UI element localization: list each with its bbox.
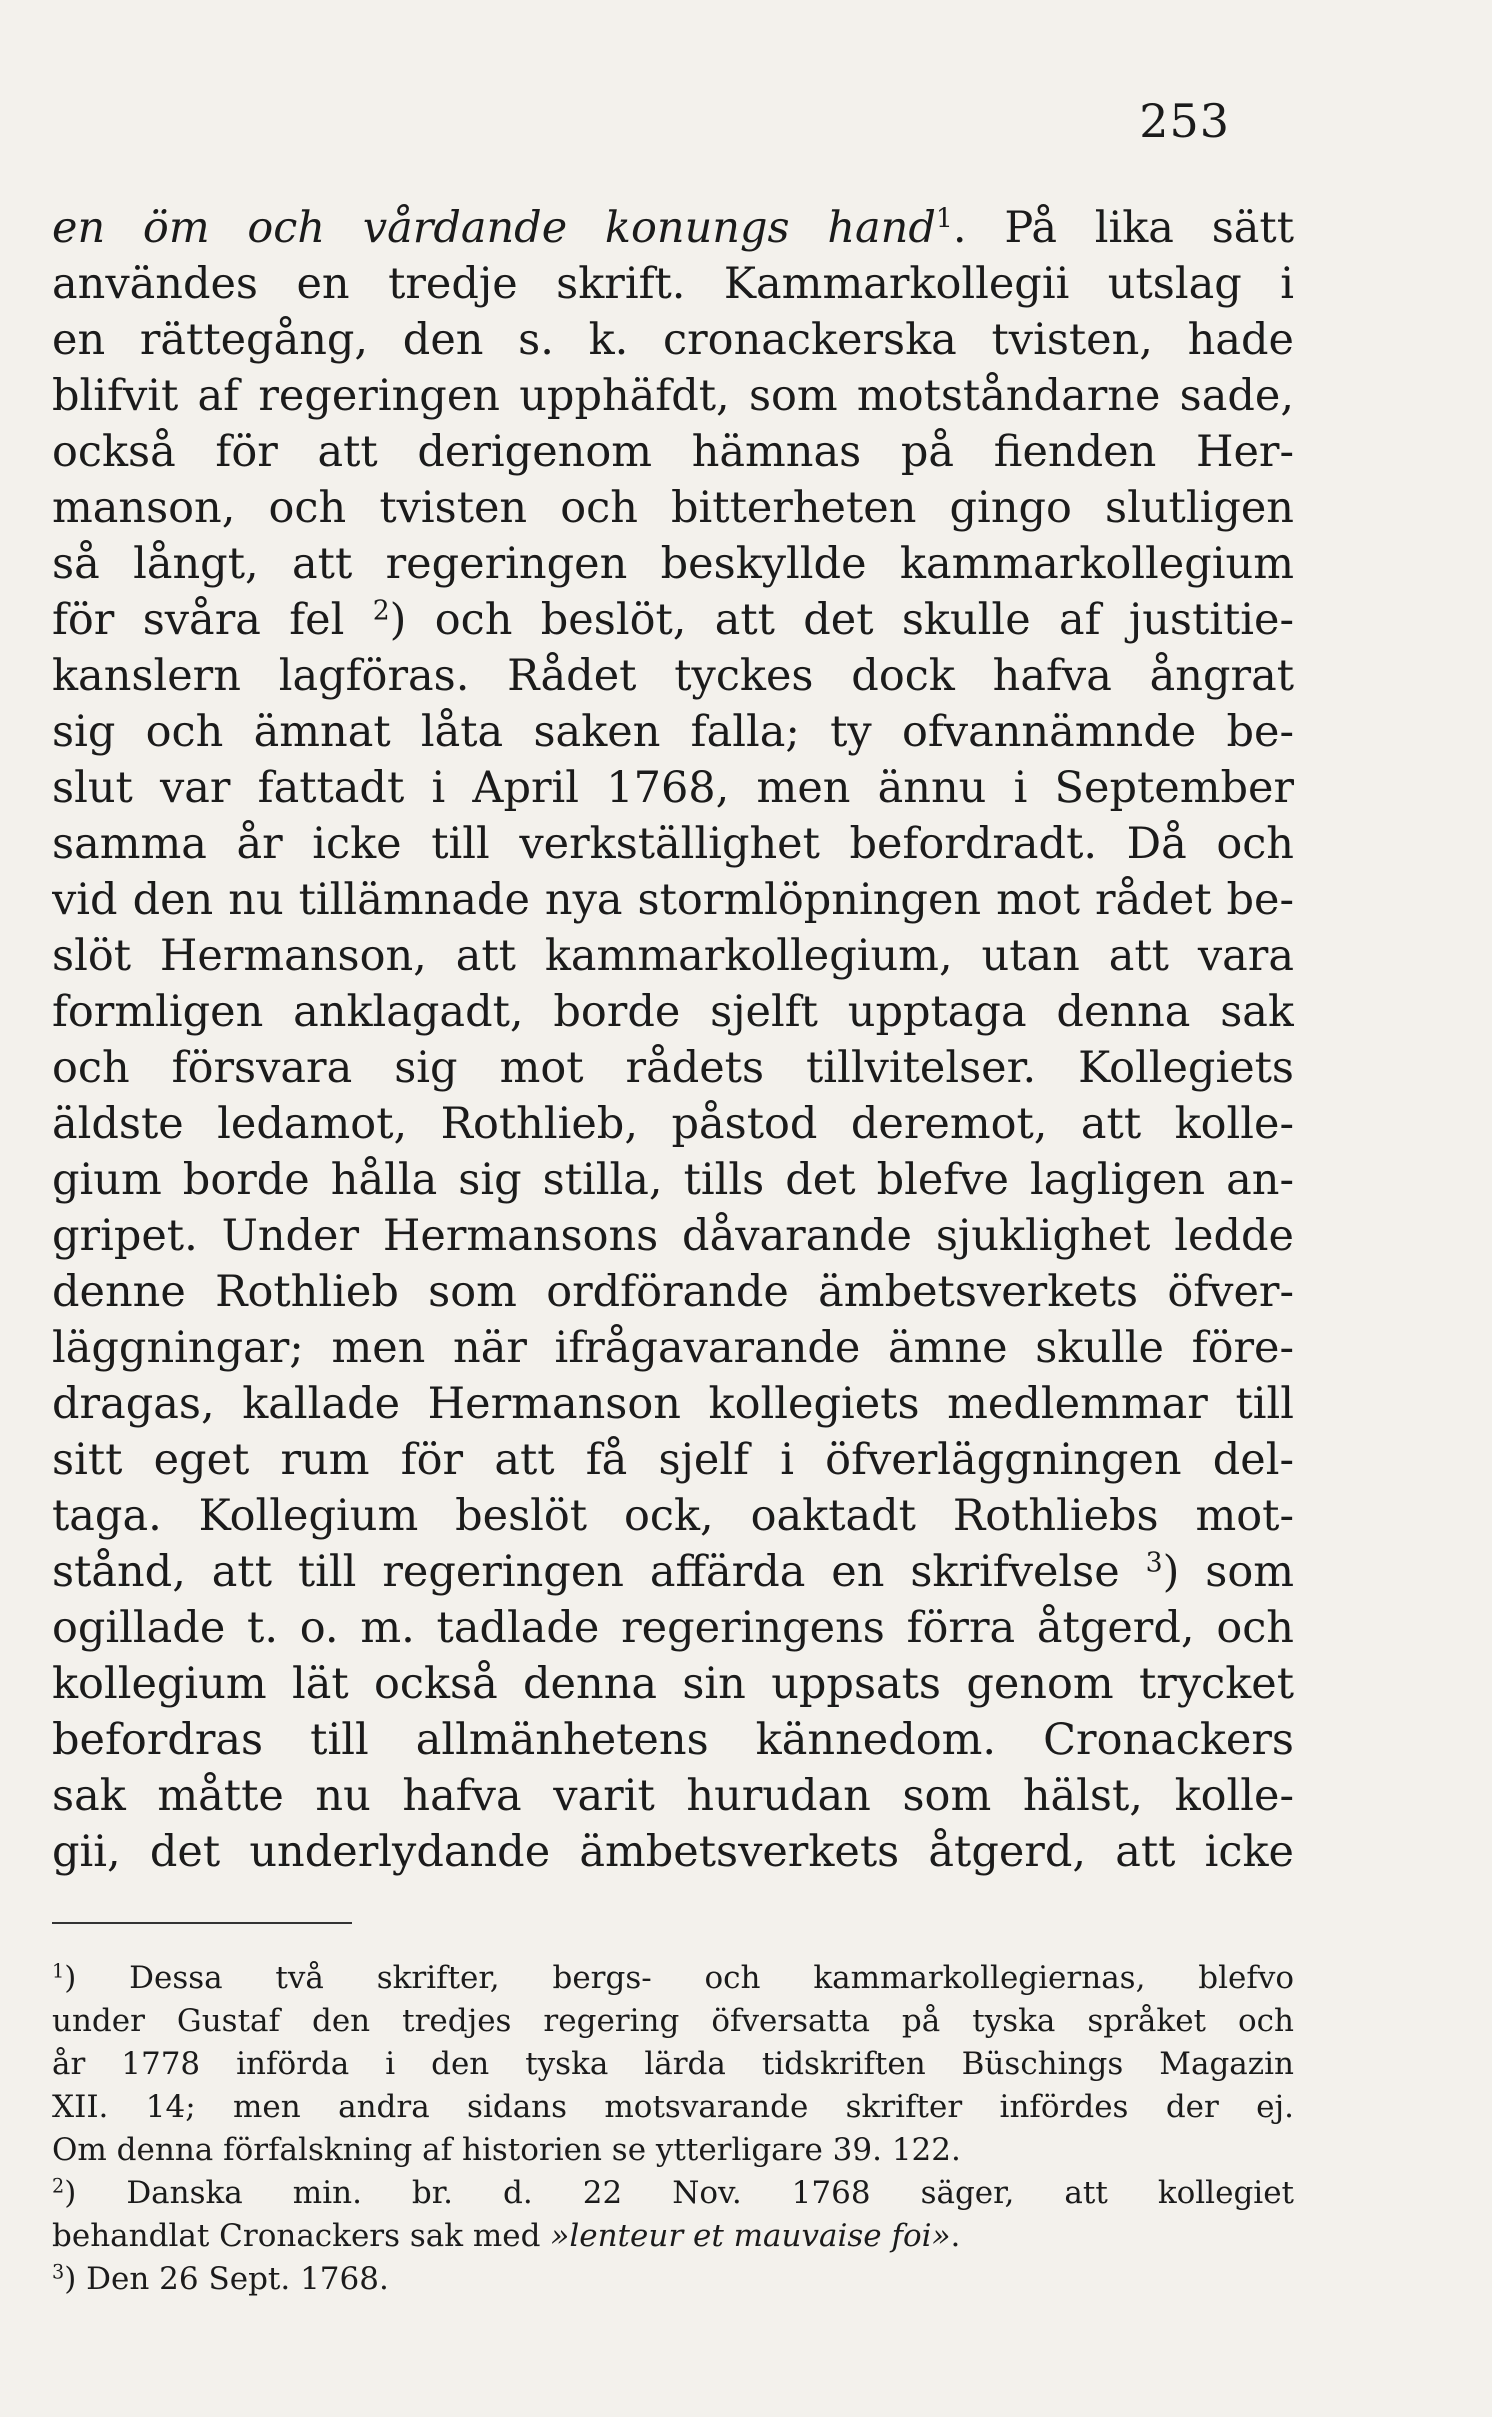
- footnote-ref[interactable]: 2: [372, 595, 390, 627]
- italic-quote: en öm och vårdande konungs hand: [52, 203, 936, 253]
- body-line: gii, det underlydande ämbetsverkets åtgerd, att icke: [52, 1827, 1294, 1877]
- footnote-marker: 3: [52, 2260, 65, 2284]
- footnote-ref[interactable]: 1: [935, 203, 953, 235]
- body-line: så långt, att regeringen beskyllde kammarkollegium: [52, 539, 1294, 589]
- body-line: sak måtte nu hafva varit hurudan som hälst, kolle-: [52, 1771, 1294, 1821]
- body-line: för svåra fel $^2$) och beslöt, att det skulle af justitie-: [52, 595, 1294, 645]
- body-line: kanslern lagföras. Rådet tyckes dock hafva ångrat: [52, 651, 1294, 701]
- body-line: befordras till allmänhetens kännedom. Cronackers: [52, 1715, 1294, 1765]
- body-line: slöt Hermanson, att kammarkollegium, utan att vara: [52, 931, 1294, 981]
- body-line: också för att derigenom hämnas på fienden Her-: [52, 427, 1294, 477]
- footnote-line: $^1$) Dessa två skrifter, bergs- och kammarkollegiernas, blefvo: [52, 1959, 1294, 1996]
- body-line: sitt eget rum för att få sjelf i öfverläggningen del-: [52, 1435, 1294, 1485]
- italic-quote: »lenteur et mauvaise foi»: [550, 2218, 951, 2254]
- body-line: och försvara sig mot rådets tillvitelser. Kollegiets: [52, 1043, 1294, 1093]
- body-line: formligen anklagadt, borde sjelft upptaga denna sak: [52, 987, 1294, 1037]
- body-line: en öm och vårdande konungs hand$^1$. På lika sätt: [52, 203, 1294, 253]
- body-line: en rättegång, den s. k. cronackerska tvisten, hade: [52, 315, 1294, 365]
- body-line: användes en tredje skrift. Kammarkollegii utslag i: [52, 259, 1294, 309]
- footnote-line: XII. 14; men andra sidans motsvarande skrifter infördes der ej.: [52, 2089, 1294, 2125]
- body-line: slut var fattadt i April 1768, men ännu i September: [52, 763, 1294, 813]
- body-line: gripet. Under Hermansons dåvarande sjuklighet ledde: [52, 1211, 1294, 1261]
- body-line: manson, och tvisten och bitterheten gingo slutligen: [52, 483, 1294, 533]
- body-line: vid den nu tillämnade nya stormlöpningen mot rådet be-: [52, 875, 1294, 925]
- body-line: taga. Kollegium beslöt ock, oaktadt Rothliebs mot-: [52, 1491, 1294, 1541]
- footnote-line: $^3$) Den 26 Sept. 1768.: [52, 2260, 389, 2297]
- body-line: ogillade t. o. m. tadlade regeringens förra åtgerd, och: [52, 1603, 1294, 1653]
- body-line: kollegium lät också denna sin uppsats genom trycket: [52, 1659, 1294, 1709]
- body-line: läggningar; men när ifrågavarande ämne skulle före-: [52, 1323, 1294, 1373]
- footnote-marker: 1: [52, 1959, 65, 1983]
- footnote-line: år 1778 införda i den tyska lärda tidskriften Büschings Magazin: [52, 2046, 1294, 2082]
- footnote-ref[interactable]: 3: [1145, 1547, 1163, 1579]
- page-number: 253: [1139, 94, 1230, 148]
- footnote-marker: 2: [52, 2174, 65, 2198]
- body-line: sig och ämnat låta saken falla; ty ofvannämnde be-: [52, 707, 1294, 757]
- footnote-line: Om denna förfalskning af historien se ytterligare 39. 122.: [52, 2132, 961, 2168]
- footnote-divider: [52, 1922, 352, 1924]
- body-line: denne Rothlieb som ordförande ämbetsverkets öfver-: [52, 1267, 1294, 1317]
- body-line: stånd, att till regeringen affärda en skrifvelse $^3$) som: [52, 1547, 1294, 1597]
- body-line: blifvit af regeringen upphäfdt, som motståndarne sade,: [52, 371, 1294, 421]
- footnote-line: behandlat Cronackers sak med »lenteur et mauvaise foi».: [52, 2218, 961, 2254]
- body-line: gium borde hålla sig stilla, tills det blefve lagligen an-: [52, 1155, 1294, 1205]
- footnote-line: $^2$) Danska min. br. d. 22 Nov. 1768 säger, att kollegiet: [52, 2174, 1294, 2211]
- footnote-line: under Gustaf den tredjes regering öfversatta på tyska språket och: [52, 2003, 1294, 2039]
- body-line: samma år icke till verkställighet befordradt. Då och: [52, 819, 1294, 869]
- body-line: äldste ledamot, Rothlieb, påstod deremot, att kolle-: [52, 1099, 1294, 1149]
- body-line: dragas, kallade Hermanson kollegiets medlemmar till: [52, 1379, 1294, 1429]
